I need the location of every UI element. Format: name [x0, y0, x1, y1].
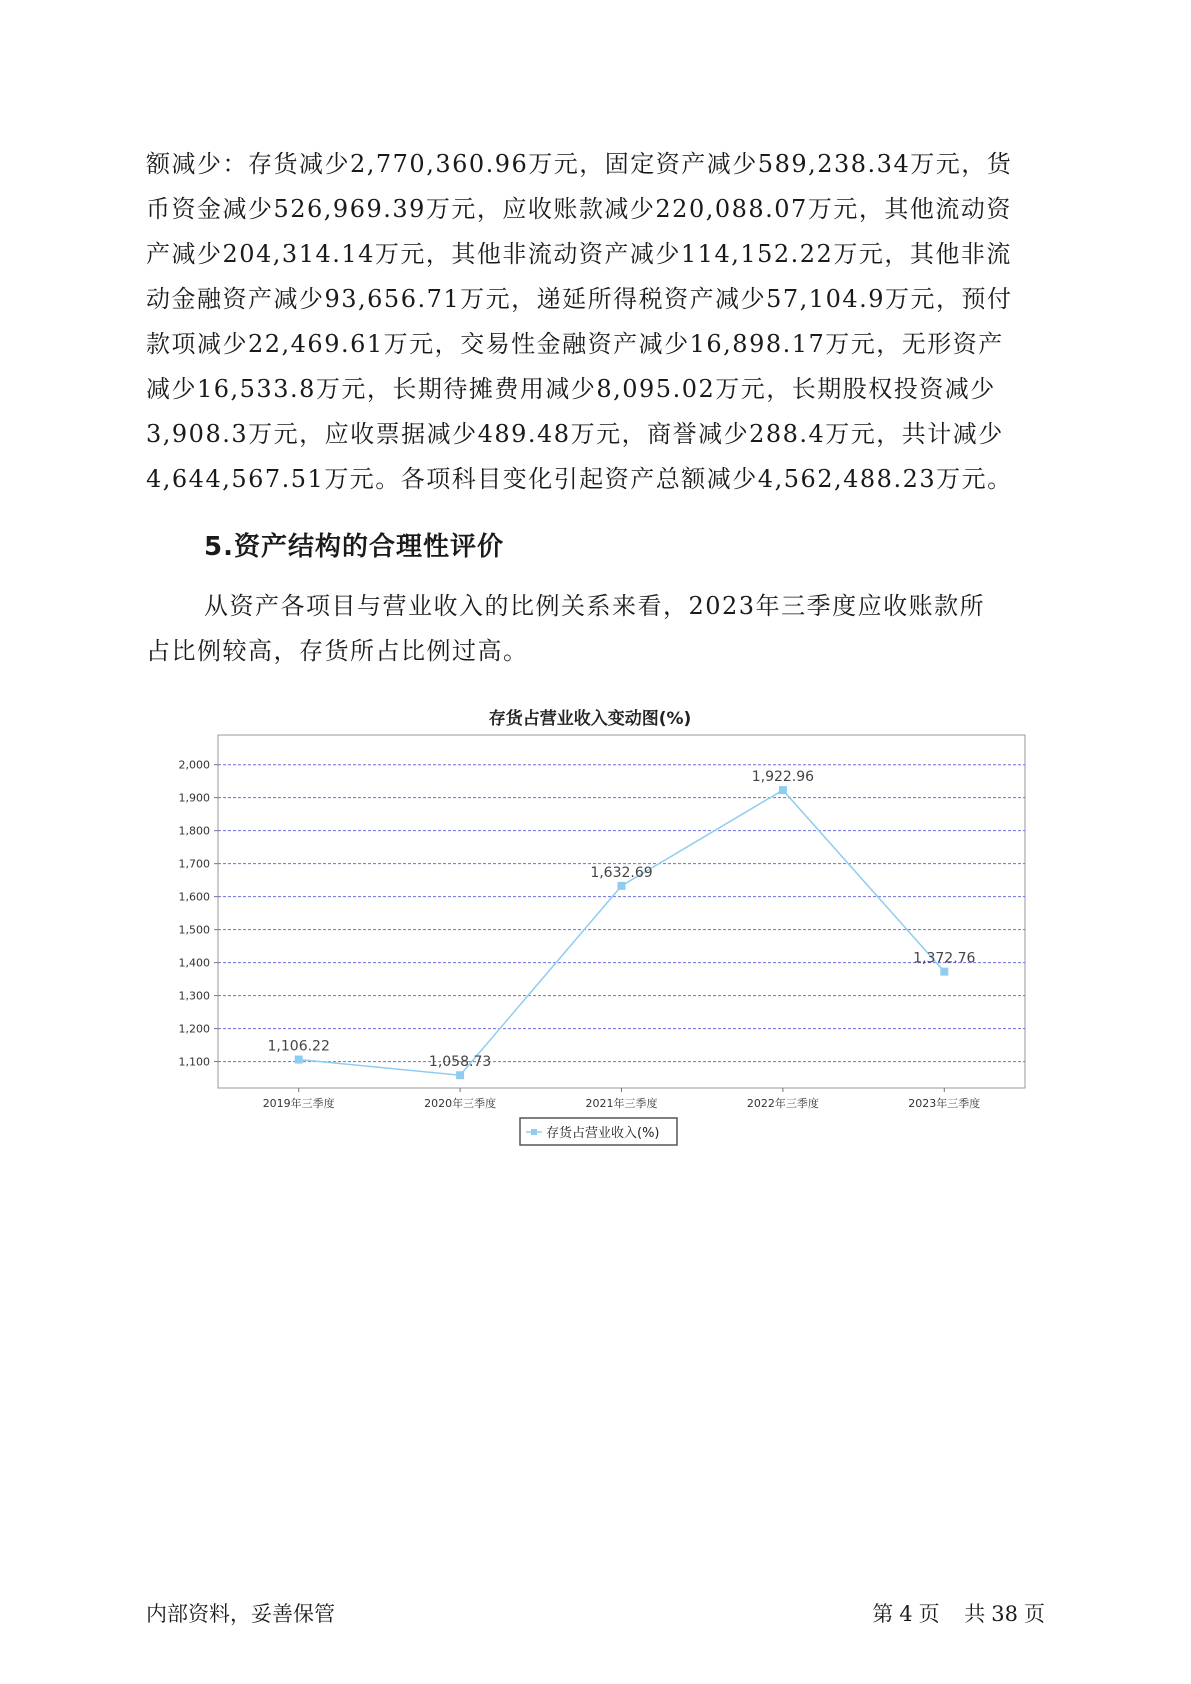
legend-label: 存货占营业收入(%): [546, 1126, 660, 1141]
page-number: 4: [899, 1602, 913, 1626]
body-paragraph-2: [146, 584, 1046, 674]
legend-marker-swatch: [531, 1129, 537, 1135]
data-point: [618, 882, 626, 890]
total-label-pre: 共: [964, 1602, 986, 1626]
legend: [520, 1118, 677, 1145]
data-label: 1,058.73: [428, 1054, 492, 1071]
data-label: 1,106.22: [267, 1038, 330, 1055]
y-tick-label: 1,600: [178, 890, 210, 904]
data-label: 1,372.76: [913, 950, 976, 967]
chart-title: 存货占营业收入变动图(%): [488, 709, 692, 729]
x-tick-label: 2022年三季度: [746, 1097, 819, 1110]
plot-area: [218, 735, 1025, 1088]
paragraph-line: 占比例较高，存货所占比例过高。: [146, 637, 529, 665]
paragraph-line: 额减少：存货减少2,770,360.96万元，固定资产减少589,238.34万元，货: [146, 150, 1013, 178]
y-tick-label: 1,500: [178, 923, 210, 937]
x-tick-label: 2020年三季度: [424, 1097, 497, 1110]
paragraph-line: 款项减少22,469.61万元，交易性金融资产减少16,898.17万元，无形资产: [146, 330, 1004, 358]
x-tick-label: 2021年三季度: [585, 1097, 658, 1110]
data-point: [940, 968, 948, 976]
y-tick-label: 2,000: [178, 758, 210, 772]
paragraph-line: 从资产各项目与营业收入的比例关系来看，2023年三季度应收账款所: [204, 592, 986, 620]
paragraph-line: 3,908.3万元，应收票据减少489.48万元，商誉减少288.4万元，共计减少: [146, 420, 1004, 448]
y-tick-label: 1,200: [178, 1022, 210, 1036]
y-axis: [179, 759, 219, 1069]
y-tick-label: 1,800: [178, 824, 210, 838]
y-tick-label: 1,400: [178, 956, 210, 970]
data-point: [295, 1056, 303, 1064]
body-paragraph-1: [146, 142, 1046, 502]
data-point: [779, 786, 787, 794]
data-label: 1,922.96: [751, 769, 815, 786]
total-pages: 38: [991, 1602, 1018, 1626]
page-label-mid: 页: [918, 1602, 940, 1626]
total-label-post: 页: [1024, 1602, 1045, 1626]
section-heading: 5.资产结构的合理性评价: [204, 532, 504, 562]
paragraph-line: 动金融资产减少93,656.71万元，递延所得税资产减少57,104.9万元，预付: [146, 285, 1013, 313]
paragraph-line: 减少16,533.8万元，长期待摊费用减少8,095.02万元，长期股权投资减少: [146, 375, 996, 403]
y-tick-label: 1,700: [178, 857, 210, 871]
footer-page-info: [866, 1598, 1045, 1628]
page-label-pre: 第: [872, 1602, 894, 1626]
paragraph-line: 4,644,567.51万元。各项科目变化引起资产总额减少4,562,488.23万元。: [146, 465, 1013, 493]
x-tick-label: 2019年三季度: [262, 1097, 335, 1110]
y-tick-label: 1,100: [178, 1055, 210, 1069]
y-tick-label: 1,900: [178, 791, 210, 805]
inventory-ratio-chart: [150, 695, 1030, 1155]
x-tick-label: 2023年三季度: [908, 1097, 981, 1110]
paragraph-line: 币资金减少526,969.39万元，应收账款减少220,088.07万元，其他流动资: [146, 195, 1012, 223]
y-tick-label: 1,300: [178, 989, 210, 1003]
x-axis: [263, 1088, 981, 1110]
footer-confidential-note: 内部资料，妥善保管: [146, 1602, 335, 1626]
paragraph-line: 产减少204,314.14万元，其他非流动资产减少114,152.22万元，其他非流: [146, 240, 1012, 268]
data-label: 1,632.69: [590, 864, 653, 881]
data-point: [456, 1071, 464, 1079]
